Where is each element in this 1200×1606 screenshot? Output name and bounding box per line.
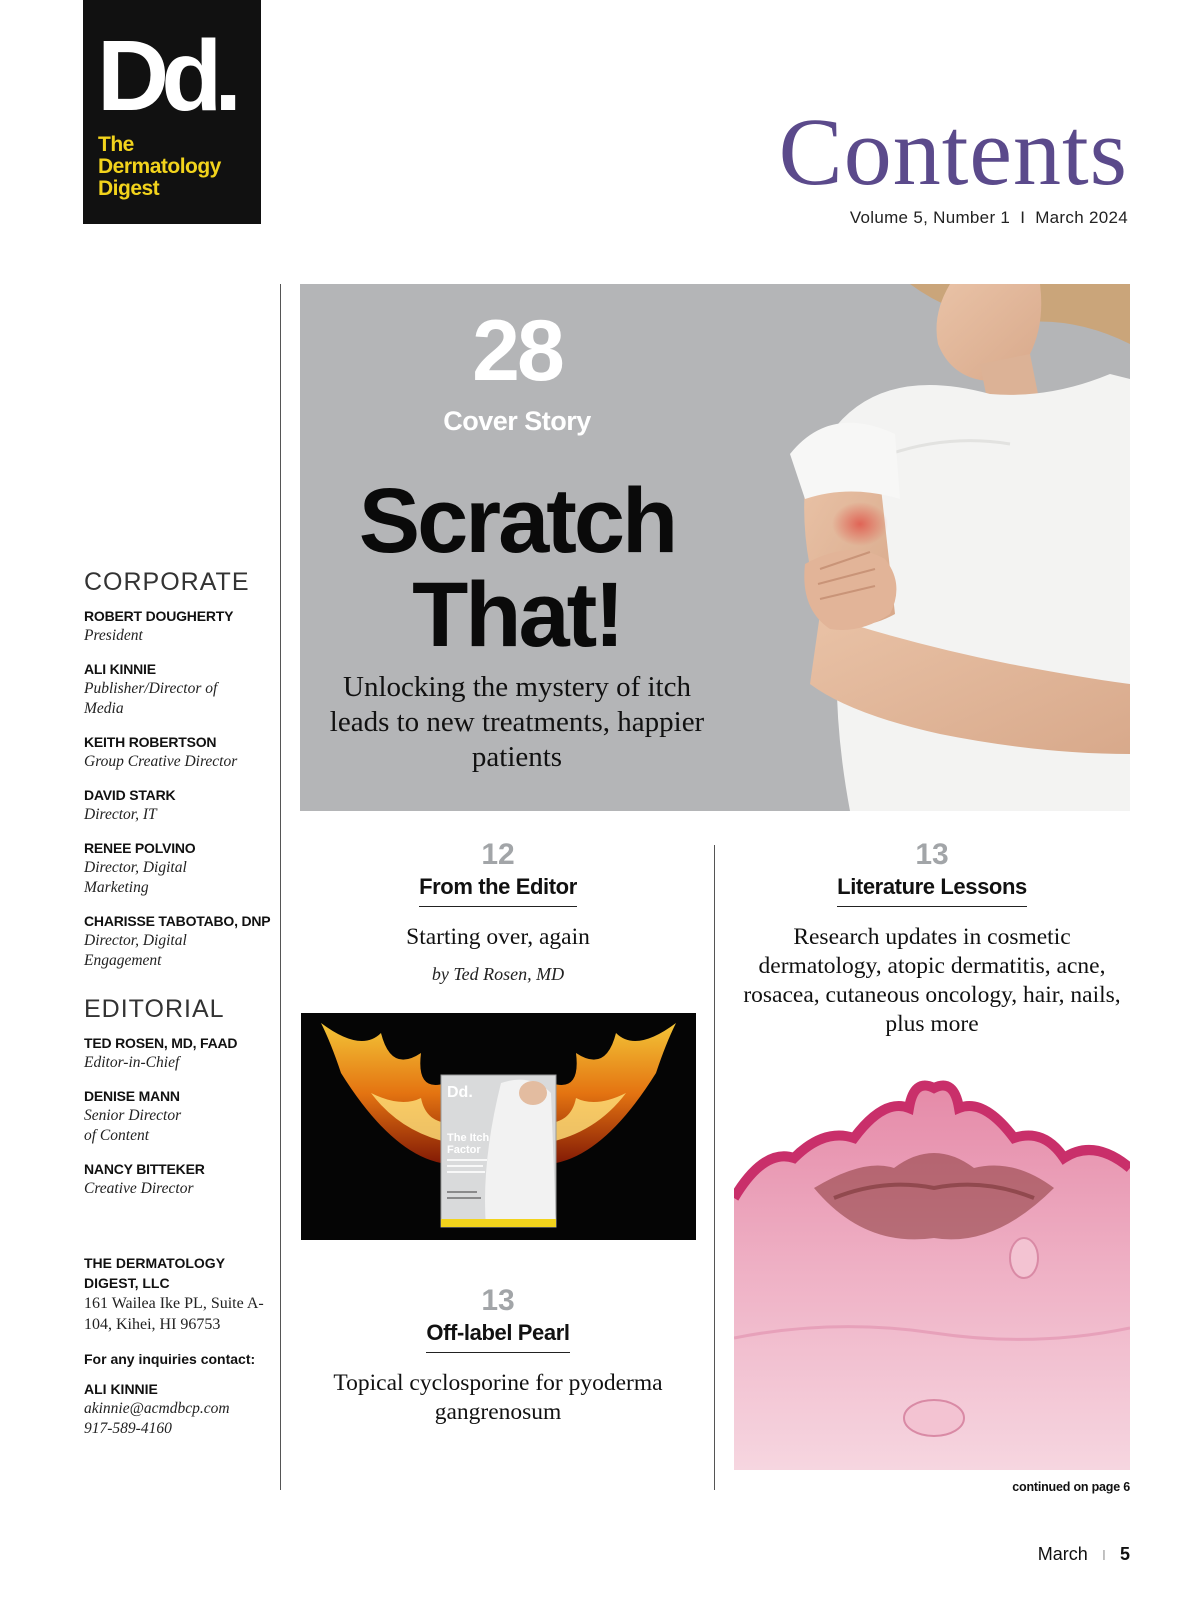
article-description: Research updates in cosmetic dermatology, atopic dermatitis, acne, rosacea, cutaneous oncology, hair, nails, plus more <box>743 924 1121 1037</box>
staff-role: Editor-in-Chief <box>84 1054 180 1071</box>
article-byline: by Ted Rosen, MD <box>431 964 565 984</box>
headline-line-1: Scratch <box>358 470 676 572</box>
histology-illustration <box>734 1078 1130 1470</box>
article-description: Starting over, again <box>406 924 590 950</box>
article-description: Topical cyclosporine for pyoderma gangrenosum <box>333 1370 663 1425</box>
article-title: Literature Lessons <box>837 874 1027 907</box>
article-off-label-pearl[interactable] <box>300 1284 696 1427</box>
contact-email[interactable]: akinnie@acmdbcp.com <box>84 1400 230 1417</box>
logo-line-1: The <box>98 133 134 156</box>
staff-entry <box>84 607 274 646</box>
staff-role: Group Creative Director <box>84 753 238 770</box>
cover-story-label: Cover Story <box>443 406 591 436</box>
staff-name: DENISE MANN <box>84 1088 180 1104</box>
flame-wings-illustration <box>301 1013 696 1240</box>
masthead-sidebar <box>84 568 274 1439</box>
issue-info <box>850 208 1128 228</box>
company-address: 161 Wailea Ike PL, Suite A-104, Kihei, HI 96753 <box>84 1295 264 1333</box>
mini-cover-title-2: Factor <box>447 1144 481 1156</box>
staff-name: TED ROSEN, MD, FAAD <box>84 1035 238 1051</box>
logo-line-3: Digest <box>98 177 160 200</box>
mini-cover-logo: Dd. <box>447 1084 473 1101</box>
editorial-heading: EDITORIAL <box>84 995 225 1023</box>
corporate-heading: CORPORATE <box>84 568 250 596</box>
cover-story-page-number: 28 <box>472 303 562 399</box>
cover-story-dek: Unlocking the mystery of itch leads to new treatments, happier patients <box>329 671 705 773</box>
logo-tagline <box>98 134 221 200</box>
article-from-the-editor[interactable] <box>300 838 696 985</box>
staff-role: Creative Director <box>84 1180 194 1197</box>
article-title: Off-label Pearl <box>426 1320 569 1353</box>
staff-role: Publisher/Director of Media <box>84 680 218 717</box>
logo-mark: Dd. <box>97 20 235 132</box>
contact-name: ALI KINNIE <box>84 1381 158 1397</box>
issue-volume: Volume 5, Number 1 <box>849 208 1011 227</box>
issue-separator: I <box>1020 208 1026 227</box>
staff-role: Director, IT <box>84 806 157 823</box>
company-name: THE DERMATOLOGY DIGEST, LLC <box>84 1255 225 1291</box>
staff-role: Director, Digital Marketing <box>84 859 187 896</box>
staff-entry <box>84 1087 274 1146</box>
article-page-number: 12 <box>481 838 515 871</box>
flaming-wings-image <box>301 1013 696 1240</box>
skin-histology-image <box>734 1078 1130 1470</box>
company-block <box>84 1253 274 1335</box>
staff-name: ALI KINNIE <box>84 661 156 677</box>
staff-name: KEITH ROBERTSON <box>84 734 217 750</box>
contact-phone: 917-589-4160 <box>84 1420 172 1437</box>
article-literature-lessons[interactable] <box>734 838 1130 1039</box>
headline-line-2: That! <box>412 564 622 666</box>
sidebar-divider <box>280 284 281 1490</box>
footer-separator: I <box>1101 1547 1106 1564</box>
article-page-number: 13 <box>915 838 949 871</box>
article-title: From the Editor <box>419 874 577 907</box>
footer-page-number: 5 <box>1119 1544 1130 1564</box>
woman-scratching-arm-photo <box>710 284 1130 811</box>
staff-entry <box>84 660 274 719</box>
staff-entry <box>84 1034 274 1073</box>
footer-month: March <box>1037 1544 1088 1564</box>
staff-entry <box>84 839 274 898</box>
staff-entry <box>84 733 274 772</box>
staff-role: President <box>84 627 143 644</box>
staff-role: Senior Director of Content <box>84 1107 182 1144</box>
staff-entry <box>84 786 274 825</box>
contact-block <box>84 1379 274 1439</box>
staff-entry <box>84 912 274 971</box>
page-title: Contents <box>778 98 1128 205</box>
logo-line-2: Dermatology <box>98 155 221 178</box>
issue-date: March 2024 <box>1035 208 1128 227</box>
staff-name: CHARISSE TABOTABO, DNP <box>84 913 271 929</box>
staff-role: Director, Digital Engagement <box>84 932 187 969</box>
magazine-logo <box>83 0 261 224</box>
column-divider <box>714 845 715 1490</box>
staff-name: NANCY BITTEKER <box>84 1161 205 1177</box>
staff-name: DAVID STARK <box>84 787 176 803</box>
article-page-number: 13 <box>481 1284 515 1317</box>
mini-cover-title-1: The Itch <box>447 1132 490 1144</box>
page-footer <box>1038 1544 1130 1565</box>
cover-story-headline <box>300 470 734 666</box>
inquiries-label: For any inquiries contact: <box>84 1351 256 1367</box>
cover-story-feature[interactable] <box>300 284 1130 811</box>
staff-entry <box>84 1160 274 1199</box>
staff-name: ROBERT DOUGHERTY <box>84 608 234 624</box>
continued-note: continued on page 6 <box>1012 1480 1130 1494</box>
staff-name: RENEE POLVINO <box>84 840 196 856</box>
